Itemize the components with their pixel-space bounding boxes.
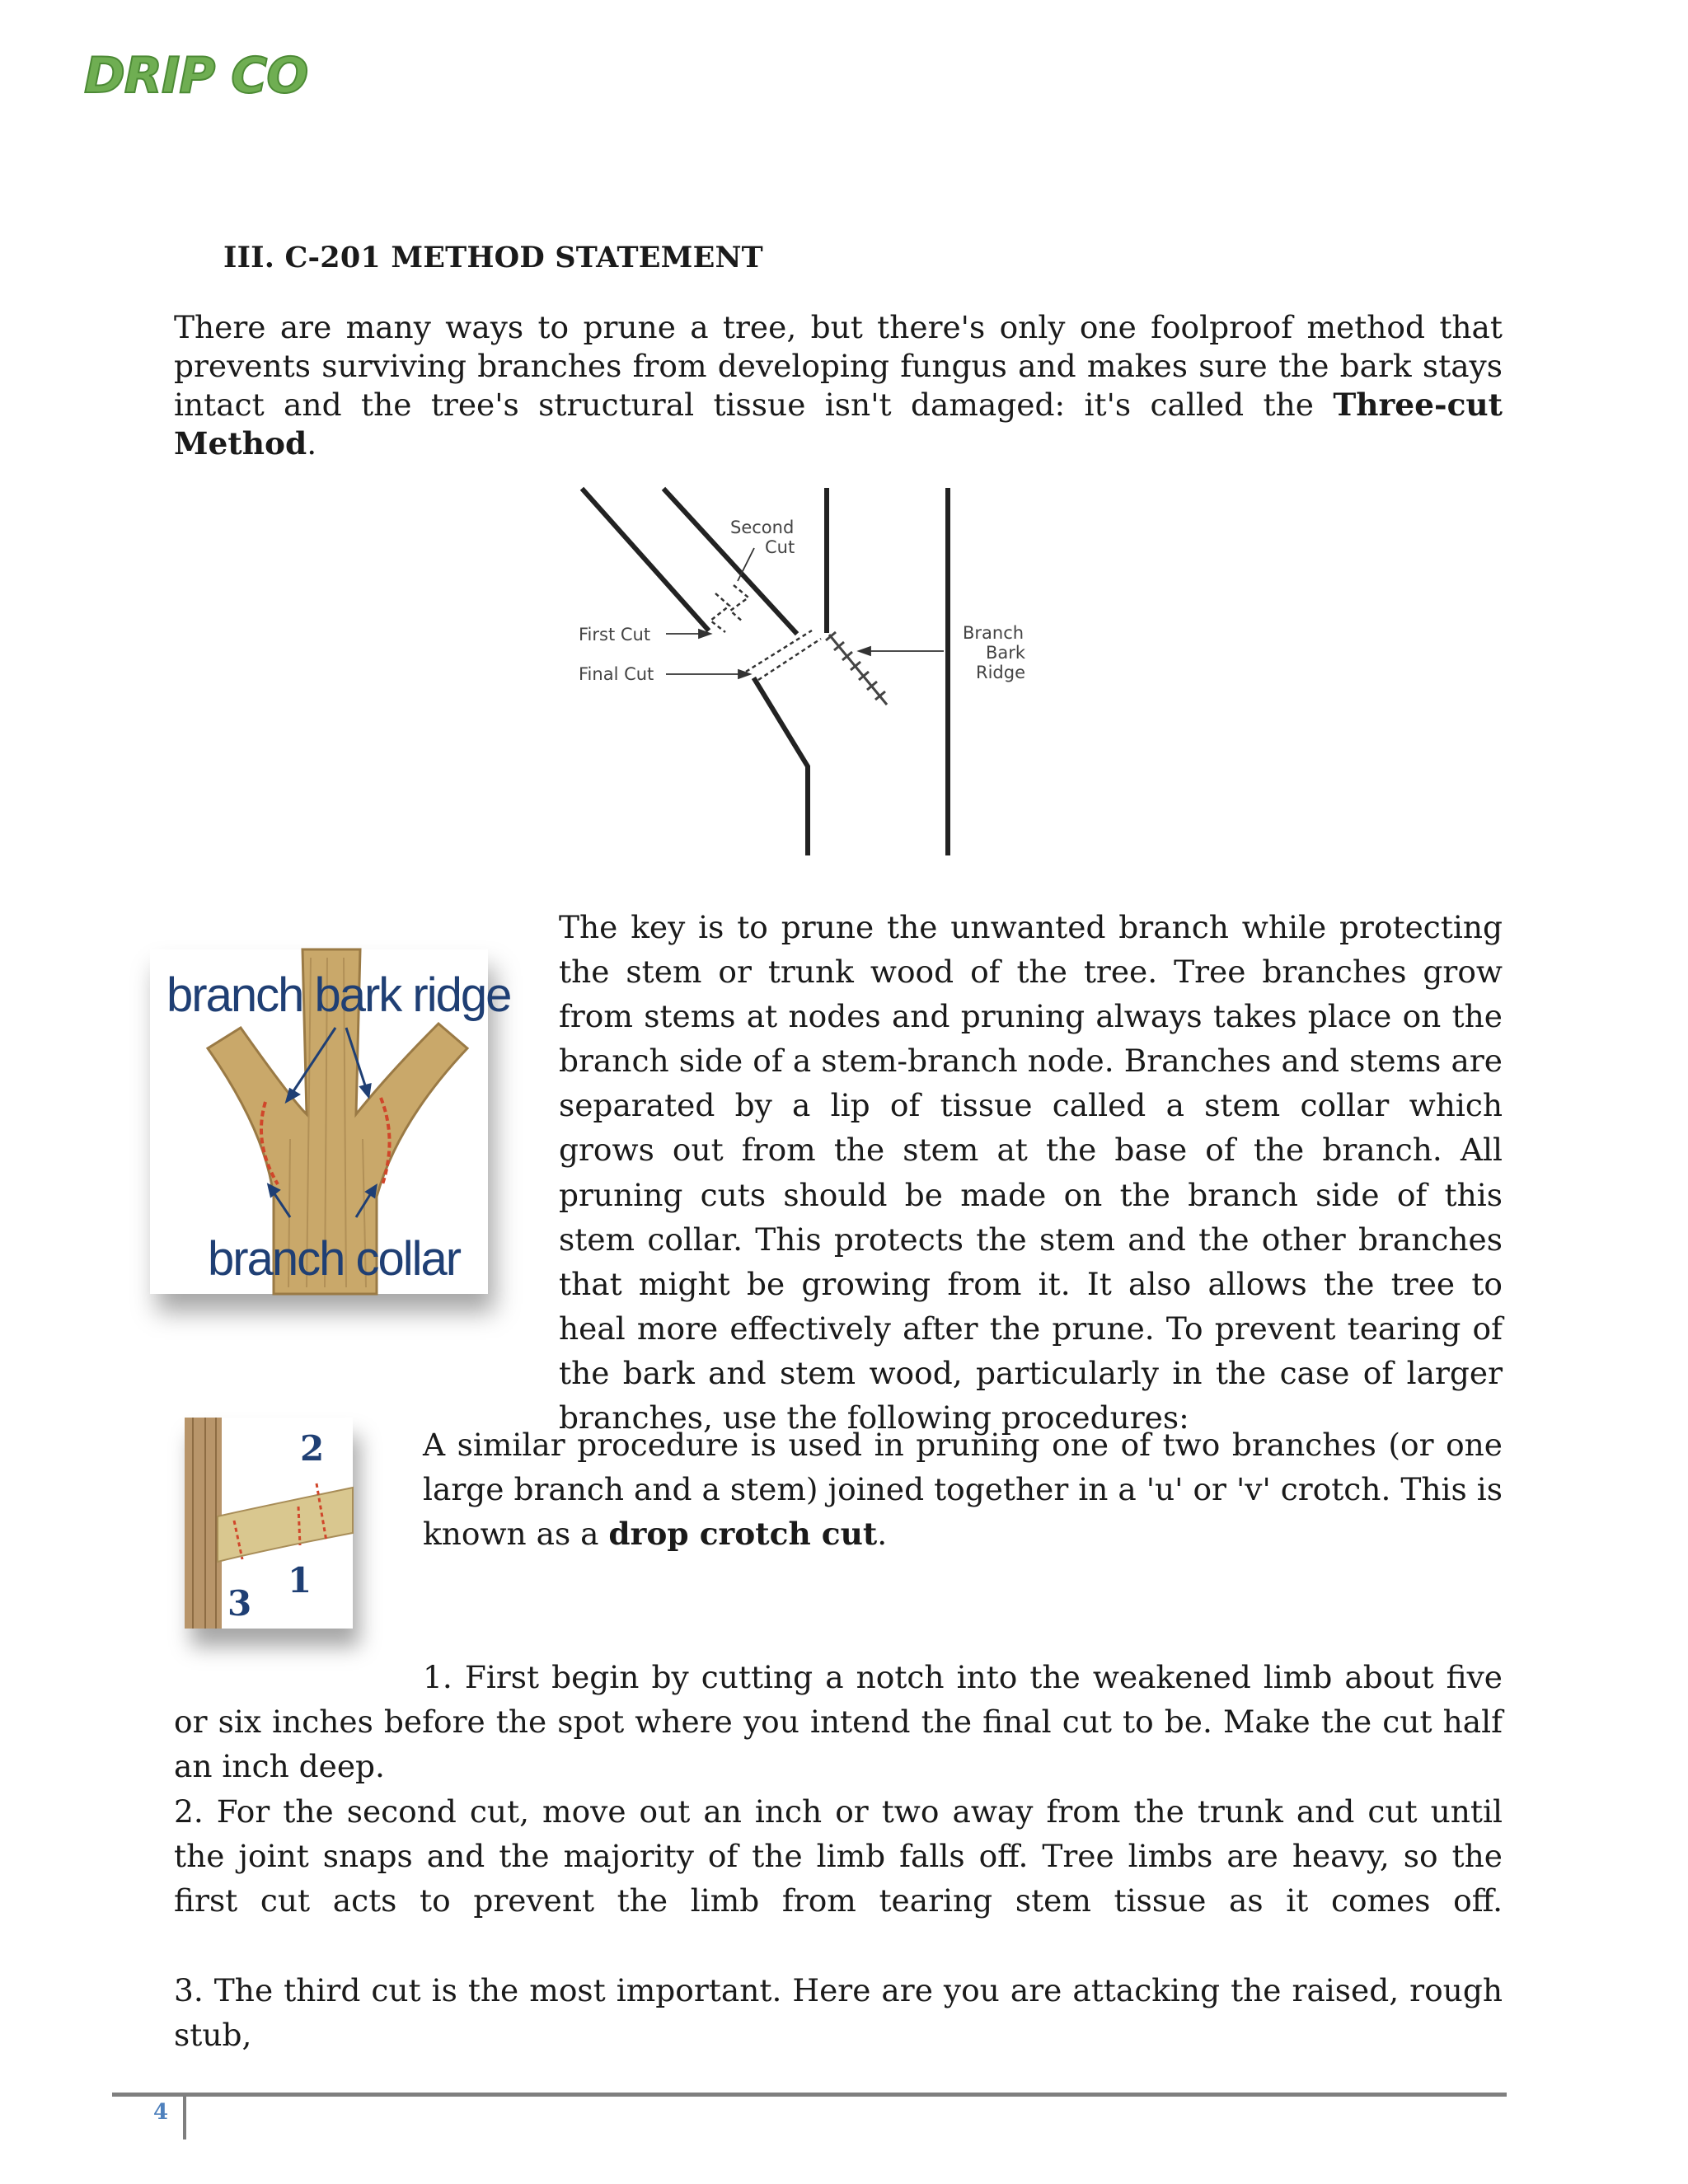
trunk-left-edge [755,680,808,853]
crotch-emphasis: drop crotch cut [608,1516,878,1552]
final-cut-dash [758,639,821,680]
branch-lower-edge [665,490,795,632]
label-second: Second [730,518,795,537]
three-cuts-photo [185,1418,353,1629]
label-first-cut: First Cut [579,625,651,644]
label-branch: Branch [963,623,1025,643]
label-ridge: Ridge [976,663,1026,682]
crotch-end: . [877,1516,888,1552]
label-final-cut: Final Cut [579,664,654,684]
footer-tick [183,2097,186,2139]
bark-ridge-hatch [829,635,887,705]
branch-bark-ridge-photo [150,949,511,1294]
intro-emphasis: Three-cut Method [174,387,1503,462]
branch-upper-edge [584,490,707,629]
cut-number-3: 3 [227,1583,252,1624]
intro-end: . [307,425,317,462]
cut-number-2: 2 [300,1428,325,1469]
label-branch-bark-ridge: branch bark ridge [166,968,511,1022]
second-cut-zigzag [710,593,729,632]
cut-number-1: 1 [288,1560,312,1601]
three-cut-diagram [569,482,1039,857]
label-branch-collar: branch collar [208,1232,461,1286]
label-bark: Bark [986,643,1026,663]
page-number: 4 [153,2100,169,2125]
second-cut-zigzag-2 [730,585,748,622]
drop-crotch-paragraph [423,1422,1503,1556]
intro-paragraph [174,308,1503,463]
footer-rule [112,2093,1507,2097]
step-2: 2. For the second cut, move out an inch or two away from the trunk and cut until the joint snaps and the majority of the limb falls off. Tree limbs are heavy, so the first cut acts to prevent the limb from tearing stem tissue as it comes off. [174,1793,1503,1919]
step-1: 1. First begin by cutting a notch into the weakened limb about five or six inches before the spot where you intend the final cut to be. Make the cut half an inch deep. [174,1659,1503,1784]
step-3: 3. The third cut is the most important. Here are you are attacking the raised, rough stub, [174,1972,1503,2053]
crotch-text: A similar procedure is used in pruning one of two branches (or one large branch and a stem) joined together in a 'u' or 'v' crotch. This is known as a [423,1427,1503,1552]
label-cut: Cut [765,537,795,557]
logo-text: DRIP CO [84,47,308,105]
company-logo [82,43,308,105]
section-heading: III. C-201 METHOD STATEMENT [223,241,763,274]
intro-text: There are many ways to prune a tree, but there's only one foolproof method that prevents surviving branches from developing fungus and makes sure the bark stays intact and the tree's structural tissue isn't damaged: it's called the [174,309,1503,423]
key-paragraph: The key is to prune the unwanted branch while protecting the stem or trunk wood of the tree. Tree branches grow from stems at nodes and pruning always takes place on the branch side of a stem-branch node. Branches and stems are separated by a lip of tissue called a stem collar which grows out from the stem at the base of the branch. All pruning cuts should be made on the branch side of this stem collar. This protects the stem and the other branches that might be growing from it. It also allows the tree to heal more effectively after the prune. To prevent tearing of the bark and stem wood, particularly in the case of larger branches, use the following procedures: [559,909,1503,1436]
